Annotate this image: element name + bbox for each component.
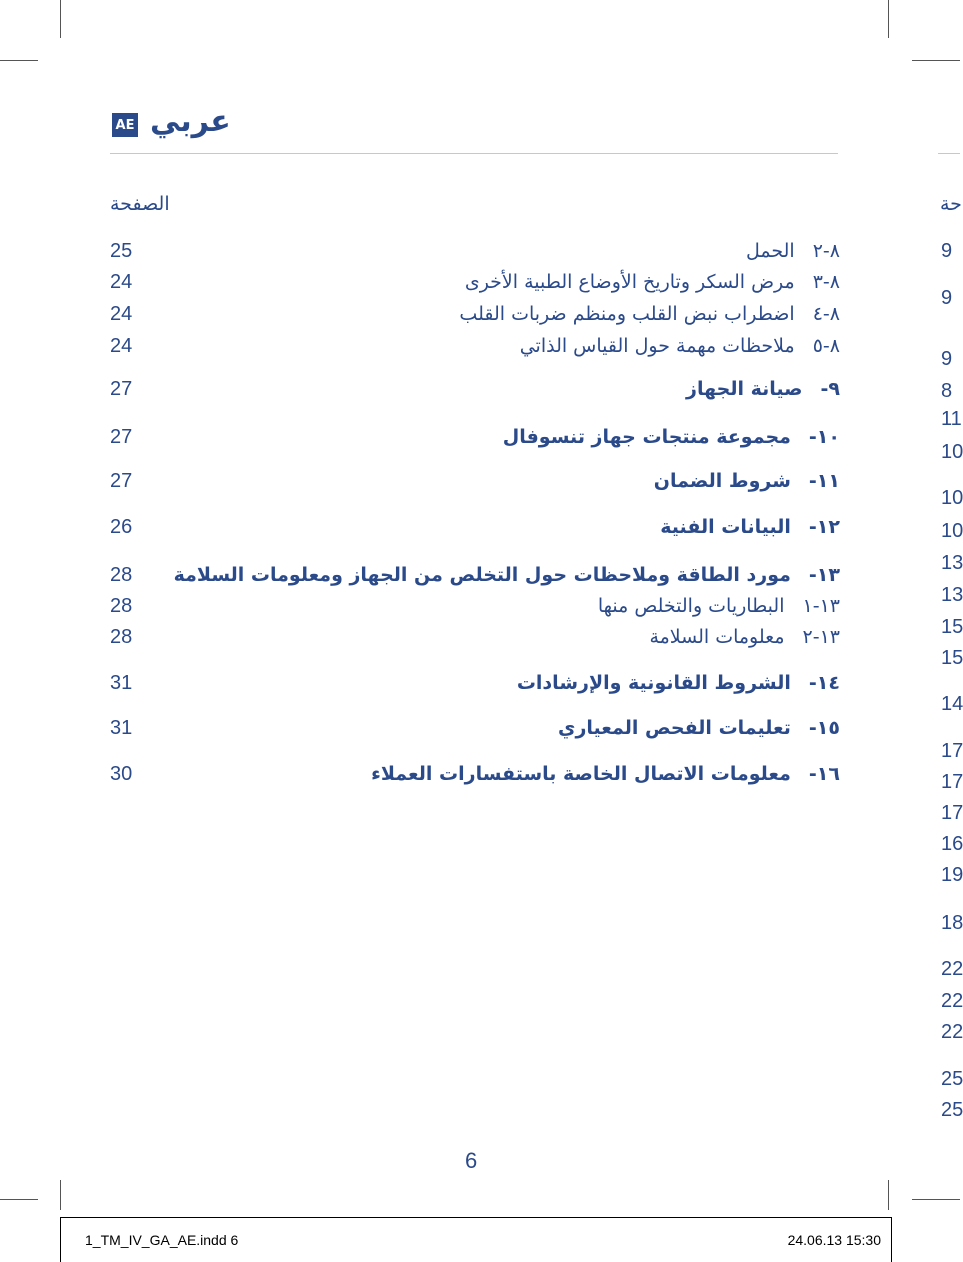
language-title: عربي (150, 104, 231, 139)
toc-section-title: مجموعة منتجات جهاز تنسوفال (502, 426, 791, 448)
page-column-header: الصفحة (110, 193, 170, 215)
toc-title (503, 426, 840, 448)
toc-section-title: البيانات الفنية (660, 516, 791, 538)
right-column-number: 17 (941, 771, 963, 793)
toc-section-number: ٩- (820, 378, 840, 400)
print-slug (60, 1217, 892, 1262)
toc-page-number: 27 (110, 378, 133, 400)
right-column-header: حة (940, 193, 962, 215)
toc-page-number: 28 (110, 564, 133, 586)
right-column-number: 19 (941, 864, 963, 886)
crop-mark (0, 1199, 38, 1200)
page-number: 6 (465, 1148, 478, 1173)
toc-title (520, 335, 840, 357)
right-column-number: 17 (941, 740, 963, 762)
toc-section-title: البطاريات والتخلص منها (597, 595, 785, 617)
right-column-number: 9 (941, 348, 953, 370)
toc-entry (110, 303, 840, 333)
right-column-number: 9 (941, 240, 953, 262)
right-column-number: 13 (941, 584, 963, 606)
toc-section-number: ١٣-١ (802, 595, 840, 617)
toc-title (654, 470, 840, 492)
toc-section-title: مورد الطاقة وملاحظات حول التخلص من الجهاز ومعلومات السلامة (173, 564, 791, 586)
language-badge: AE (112, 113, 138, 137)
toc-entry (110, 763, 840, 793)
toc-section-number: ١٢- (808, 516, 840, 538)
toc-section-number: ١٣-٢ (802, 626, 840, 648)
crop-mark (888, 0, 889, 38)
crop-mark (60, 0, 61, 38)
toc-entry (110, 595, 840, 625)
toc-entry (110, 564, 840, 594)
toc-title (649, 626, 840, 648)
toc-title (660, 516, 840, 538)
toc-title (459, 303, 840, 325)
toc-title (465, 271, 840, 293)
toc-page-number: 31 (110, 672, 133, 694)
toc-section-number: ٨-٥ (812, 335, 840, 357)
crop-mark (912, 1199, 960, 1200)
toc-section-number: ١١- (808, 470, 840, 492)
toc-section-title: الحمل (745, 240, 795, 262)
toc-section-number: ١٦- (808, 763, 840, 785)
toc-title (174, 564, 840, 586)
toc-entry (110, 335, 840, 365)
right-column-number: 22 (941, 1021, 963, 1043)
right-column-number: 10 (941, 520, 963, 542)
right-column-number: 18 (941, 912, 963, 934)
toc-section-title: ملاحظات مهمة حول القياس الذاتي (519, 335, 795, 357)
toc-section-number: ١٠- (808, 426, 840, 448)
toc-section-number: ١٥- (808, 717, 840, 739)
toc-section-title: تعليمات الفحص المعياري (558, 717, 791, 739)
crop-mark (888, 1180, 889, 1210)
crop-mark (912, 60, 960, 61)
right-column-number: 15 (941, 647, 963, 669)
right-column-number: 13 (941, 552, 963, 574)
toc-entry (110, 672, 840, 702)
right-column-number: 22 (941, 958, 963, 980)
toc-section-title: معلومات السلامة (649, 626, 785, 648)
toc-section-number: ١٣- (808, 564, 840, 586)
right-column-number: 10 (941, 441, 963, 463)
toc-page-number: 27 (110, 426, 133, 448)
right-column-number: 8 (941, 380, 953, 402)
toc-page-number: 24 (110, 303, 133, 325)
right-column-number: 22 (941, 990, 963, 1012)
right-column-number: 25 (941, 1099, 963, 1121)
right-column-number: 15 (941, 616, 963, 638)
toc-section-number: ٨-٣ (812, 271, 840, 293)
toc-page-number: 25 (110, 240, 133, 262)
slug-filename: 1_TM_IV_GA_AE.indd 6 (85, 1232, 239, 1248)
right-column-number: 9 (941, 287, 953, 309)
toc-title (746, 240, 840, 262)
toc-entry (110, 470, 840, 500)
toc-section-title: صيانة الجهاز (686, 378, 803, 400)
toc-entry (110, 717, 840, 747)
toc-page-number: 24 (110, 335, 133, 357)
toc-section-title: شروط الضمان (653, 470, 791, 492)
toc-section-number: ٨-٢ (812, 240, 840, 262)
toc-section-title: الشروط القانونية والإرشادات (516, 672, 791, 694)
crop-mark (0, 60, 38, 61)
toc-page-number: 31 (110, 717, 133, 739)
toc-title (517, 672, 840, 694)
toc-entry (110, 426, 840, 456)
right-column-number: 16 (941, 833, 963, 855)
right-column-number: 25 (941, 1068, 963, 1090)
toc-title (371, 763, 840, 785)
toc-title (598, 595, 840, 617)
toc-page-number: 30 (110, 763, 133, 785)
toc-title (558, 717, 840, 739)
toc-page-number: 26 (110, 516, 133, 538)
right-column-number: 10 (941, 487, 963, 509)
toc-page-number: 27 (110, 470, 133, 492)
toc-page-number: 28 (110, 595, 133, 617)
right-column-number: 14 (941, 693, 963, 715)
toc-section-number: ١٤- (808, 672, 840, 694)
toc-entry (110, 378, 840, 408)
toc-section-title: اضطراب نبض القلب ومنظم ضربات القلب (459, 303, 795, 325)
slug-datetime: 24.06.13 15:30 (787, 1232, 881, 1248)
toc-page-number: 24 (110, 271, 133, 293)
toc-entry (110, 240, 840, 270)
header-divider (110, 153, 838, 154)
right-column-number: 17 (941, 802, 963, 824)
toc-page-number: 28 (110, 626, 133, 648)
toc-section-title: مرض السكر وتاريخ الأوضاع الطبية الأخرى (464, 271, 795, 293)
toc-section-title: معلومات الاتصال الخاصة باستفسارات العملاء (371, 763, 791, 785)
toc-entry (110, 516, 840, 546)
toc-title (686, 378, 840, 400)
toc-entry (110, 271, 840, 301)
header-divider-right (938, 153, 960, 154)
toc-section-number: ٨-٤ (812, 303, 840, 325)
toc-entry (110, 626, 840, 656)
crop-mark (60, 1180, 61, 1210)
right-column-number: 11 (941, 408, 962, 430)
